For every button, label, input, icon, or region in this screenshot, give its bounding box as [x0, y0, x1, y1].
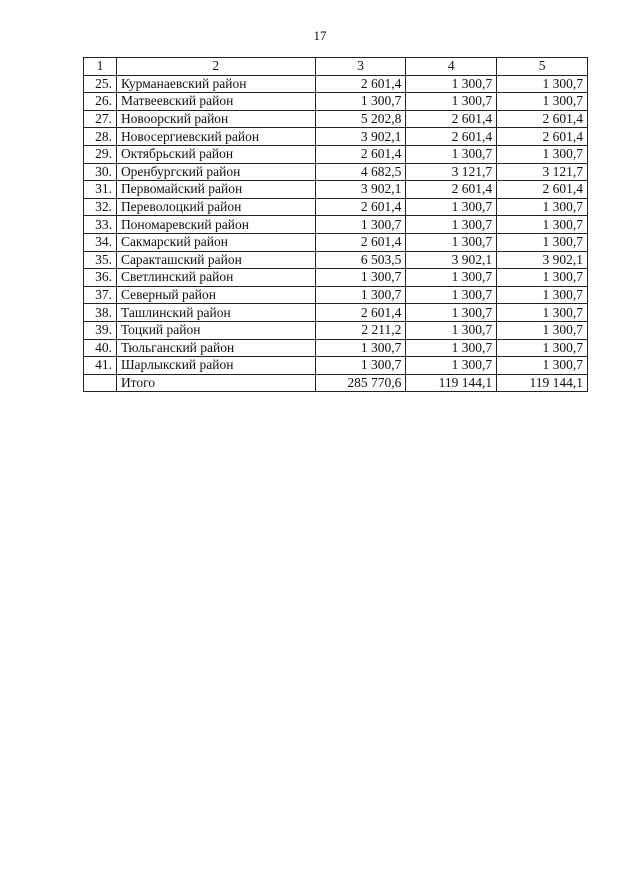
amount-col5: 1 300,7: [497, 304, 588, 322]
amount-col4: 1 300,7: [406, 286, 497, 304]
row-number: 37.: [84, 286, 117, 304]
amount-col4: 1 300,7: [406, 357, 497, 375]
row-number: 41.: [84, 357, 117, 375]
amount-col3: 2 601,4: [315, 75, 406, 93]
district-name: Пономаревский район: [116, 216, 315, 234]
amount-col4: 1 300,7: [406, 145, 497, 163]
row-number: 38.: [84, 304, 117, 322]
district-name: Сакмарский район: [116, 233, 315, 251]
amount-col4: 1 300,7: [406, 339, 497, 357]
table-row: [84, 163, 588, 181]
amount-col3: 3 902,1: [315, 181, 406, 199]
budget-table: [83, 57, 588, 392]
district-name: Октябрьский район: [116, 145, 315, 163]
table-row: [84, 357, 588, 375]
amount-col3: 2 601,4: [315, 145, 406, 163]
amount-col5: 3 902,1: [497, 251, 588, 269]
amount-col3: 2 211,2: [315, 321, 406, 339]
row-number: 29.: [84, 145, 117, 163]
amount-col4: 2 601,4: [406, 128, 497, 146]
row-number: 36.: [84, 269, 117, 287]
amount-col5: 1 300,7: [497, 145, 588, 163]
district-name: Оренбургский район: [116, 163, 315, 181]
table-header-row: [84, 58, 588, 76]
district-name: Светлинский район: [116, 269, 315, 287]
row-number: 40.: [84, 339, 117, 357]
district-name: Тоцкий район: [116, 321, 315, 339]
table-row: [84, 198, 588, 216]
district-name: Первомайский район: [116, 181, 315, 199]
amount-col5: 1 300,7: [497, 339, 588, 357]
total-label: Итого: [116, 374, 315, 392]
district-name: Ташлинский район: [116, 304, 315, 322]
table-row: [84, 128, 588, 146]
total-amount-col3: 285 770,6: [315, 374, 406, 392]
amount-col3: 1 300,7: [315, 339, 406, 357]
amount-col4: 1 300,7: [406, 216, 497, 234]
row-number: 26.: [84, 93, 117, 111]
table-row: [84, 321, 588, 339]
table-row: [84, 93, 588, 111]
page-number: 17: [313, 28, 327, 43]
amount-col4: 2 601,4: [406, 181, 497, 199]
amount-col3: 1 300,7: [315, 269, 406, 287]
table-row: [84, 286, 588, 304]
table-row: [84, 304, 588, 322]
amount-col5: 1 300,7: [497, 286, 588, 304]
amount-col4: 1 300,7: [406, 75, 497, 93]
amount-col3: 6 503,5: [315, 251, 406, 269]
amount-col3: 2 601,4: [315, 304, 406, 322]
district-name: Шарлыкский район: [116, 357, 315, 375]
amount-col5: 1 300,7: [497, 198, 588, 216]
amount-col4: 1 300,7: [406, 198, 497, 216]
amount-col3: 1 300,7: [315, 286, 406, 304]
amount-col5: 1 300,7: [497, 93, 588, 111]
total-number-cell: [84, 374, 117, 392]
row-number: 32.: [84, 198, 117, 216]
amount-col5: 2 601,4: [497, 128, 588, 146]
amount-col5: 1 300,7: [497, 269, 588, 287]
amount-col5: 1 300,7: [497, 216, 588, 234]
row-number: 25.: [84, 75, 117, 93]
row-number: 34.: [84, 233, 117, 251]
amount-col4: 2 601,4: [406, 110, 497, 128]
total-amount-col5: 119 144,1: [497, 374, 588, 392]
row-number: 35.: [84, 251, 117, 269]
table-row: [84, 339, 588, 357]
column-header: 1: [84, 58, 117, 76]
amount-col5: 1 300,7: [497, 233, 588, 251]
table-row: [84, 75, 588, 93]
column-header: 3: [315, 58, 406, 76]
district-name: Переволоцкий район: [116, 198, 315, 216]
district-name: Тюльганский район: [116, 339, 315, 357]
amount-col3: 1 300,7: [315, 357, 406, 375]
total-row: [84, 374, 588, 392]
row-number: 39.: [84, 321, 117, 339]
amount-col4: 1 300,7: [406, 233, 497, 251]
amount-col3: 4 682,5: [315, 163, 406, 181]
column-header: 2: [116, 58, 315, 76]
amount-col4: 1 300,7: [406, 321, 497, 339]
district-name: Новоорский район: [116, 110, 315, 128]
amount-col5: 1 300,7: [497, 321, 588, 339]
amount-col3: 5 202,8: [315, 110, 406, 128]
row-number: 27.: [84, 110, 117, 128]
amount-col3: 2 601,4: [315, 198, 406, 216]
district-name: Матвеевский район: [116, 93, 315, 111]
amount-col5: 2 601,4: [497, 181, 588, 199]
amount-col5: 1 300,7: [497, 75, 588, 93]
district-name: Курманаевский район: [116, 75, 315, 93]
table-row: [84, 269, 588, 287]
amount-col3: 3 902,1: [315, 128, 406, 146]
table-row: [84, 145, 588, 163]
amount-col3: 1 300,7: [315, 216, 406, 234]
district-name: Северный район: [116, 286, 315, 304]
table-row: [84, 233, 588, 251]
amount-col5: 3 121,7: [497, 163, 588, 181]
column-header: 4: [406, 58, 497, 76]
table-row: [84, 110, 588, 128]
amount-col5: 1 300,7: [497, 357, 588, 375]
amount-col3: 1 300,7: [315, 93, 406, 111]
column-header: 5: [497, 58, 588, 76]
amount-col4: 3 121,7: [406, 163, 497, 181]
district-name: Новосергиевский район: [116, 128, 315, 146]
amount-col5: 2 601,4: [497, 110, 588, 128]
amount-col4: 1 300,7: [406, 269, 497, 287]
table-row: [84, 251, 588, 269]
amount-col4: 1 300,7: [406, 93, 497, 111]
district-name: Саракташский район: [116, 251, 315, 269]
table-row: [84, 181, 588, 199]
row-number: 28.: [84, 128, 117, 146]
amount-col4: 1 300,7: [406, 304, 497, 322]
row-number: 33.: [84, 216, 117, 234]
amount-col3: 2 601,4: [315, 233, 406, 251]
table-body: [84, 58, 588, 392]
row-number: 31.: [84, 181, 117, 199]
total-amount-col4: 119 144,1: [406, 374, 497, 392]
row-number: 30.: [84, 163, 117, 181]
table-row: [84, 216, 588, 234]
amount-col4: 3 902,1: [406, 251, 497, 269]
